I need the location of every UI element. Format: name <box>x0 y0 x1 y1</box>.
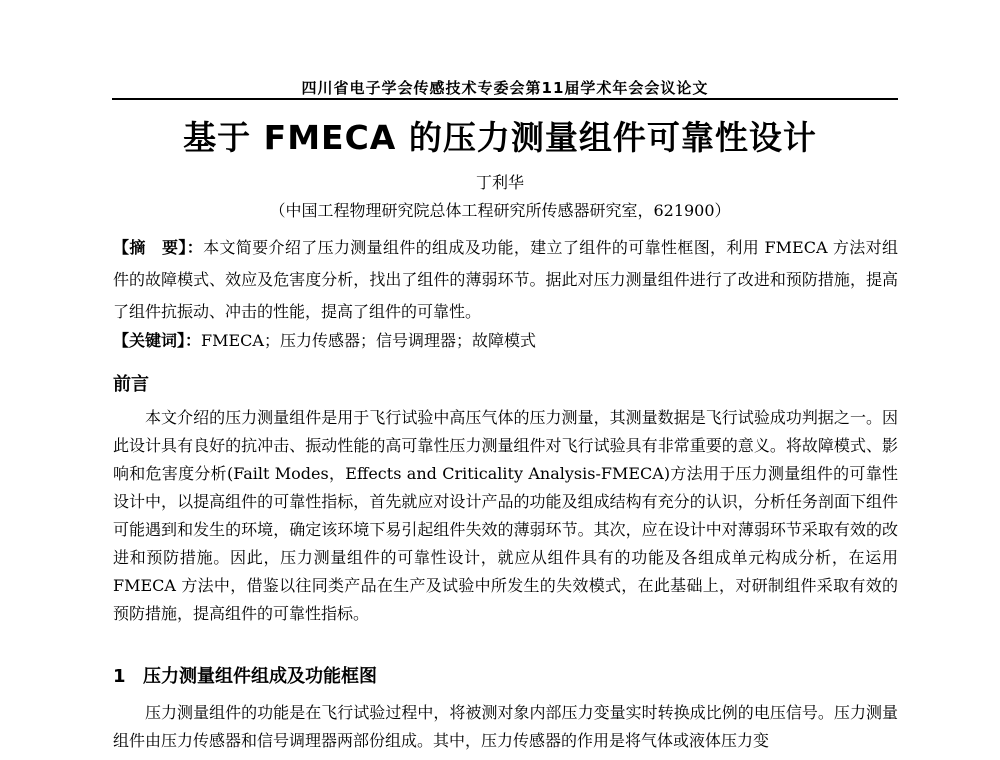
section-title: 前言 <box>113 374 149 395</box>
section-body-preface: 本文介绍的压力测量组件是用于飞行试验中高压气体的压力测量，其测量数据是飞行试验成功判据之一。因此设计具有良好的抗冲击、振动性能的高可靠性压力测量组件对飞行试验具有非常重要的意义。将故障模式、影响和危害度分析(Failt Modes，Effects and Criticality Analysis-FMECA)方法用于压力测量组件的可靠性设计中，以提高组件的可靠性指标，首先就应对设计产品的功能及组成结构有充分的认识，分析任务剖面下组件可能遇到和发生的环境，确定该环境下易引起组件失效的薄弱环节。其次，应在设计中对薄弱环节采取有效的改进和预防措施。因此，压力测量组件的可靠性设计，就应从组件具有的功能及各组成单元构成分析，在运用 FMECA 方法中，借鉴以往同类产品在生产及试验中所发生的失效模式，在此基础上，对研制组件采取有效的预防措施，提高组件的可靠性指标。 <box>113 408 898 623</box>
paper-title: 基于 FMECA 的压力测量组件可靠性设计 <box>183 118 817 157</box>
section-heading-preface <box>113 370 149 396</box>
section-number: 1 <box>113 666 126 687</box>
section-body-1: 压力测量组件的功能是在飞行试验过程中，将被测对象内部压力变量实时转换成比例的电压信号。压力测量组件由压力传感器和信号调理器两部份组成。其中，压力传感器的作用是将气体或液体压力变 <box>113 703 898 750</box>
affiliation: （中国工程物理研究院总体工程研究所传感器研究室，621900） <box>269 201 731 220</box>
keywords <box>113 328 898 354</box>
keywords-label: 【关键词】： <box>113 331 202 350</box>
section-title: 压力测量组件组成及功能框图 <box>143 666 377 687</box>
header-rule <box>112 98 898 100</box>
author: 丁利华 <box>475 173 524 192</box>
abstract-text: 本文简要介绍了压力测量组件的组成及功能，建立了组件的可靠性框图，利用 FMECA 方法对组件的故障模式、效应及危害度分析，找出了组件的薄弱环节。据此对压力测量组件进行了改进和预防措施，提高了组件抗振动、冲击的性能，提高了组件的可靠性。 <box>113 238 898 321</box>
abstract <box>113 232 898 328</box>
abstract-label: 【摘 要】： <box>113 238 204 257</box>
journal-header: 四川省电子学会传感技术专委会第11届学术年会会议论文 <box>301 79 709 97</box>
keywords-text: FMECA；压力传感器；信号调理器；故障模式 <box>201 331 536 350</box>
section-heading-1 <box>113 662 377 688</box>
